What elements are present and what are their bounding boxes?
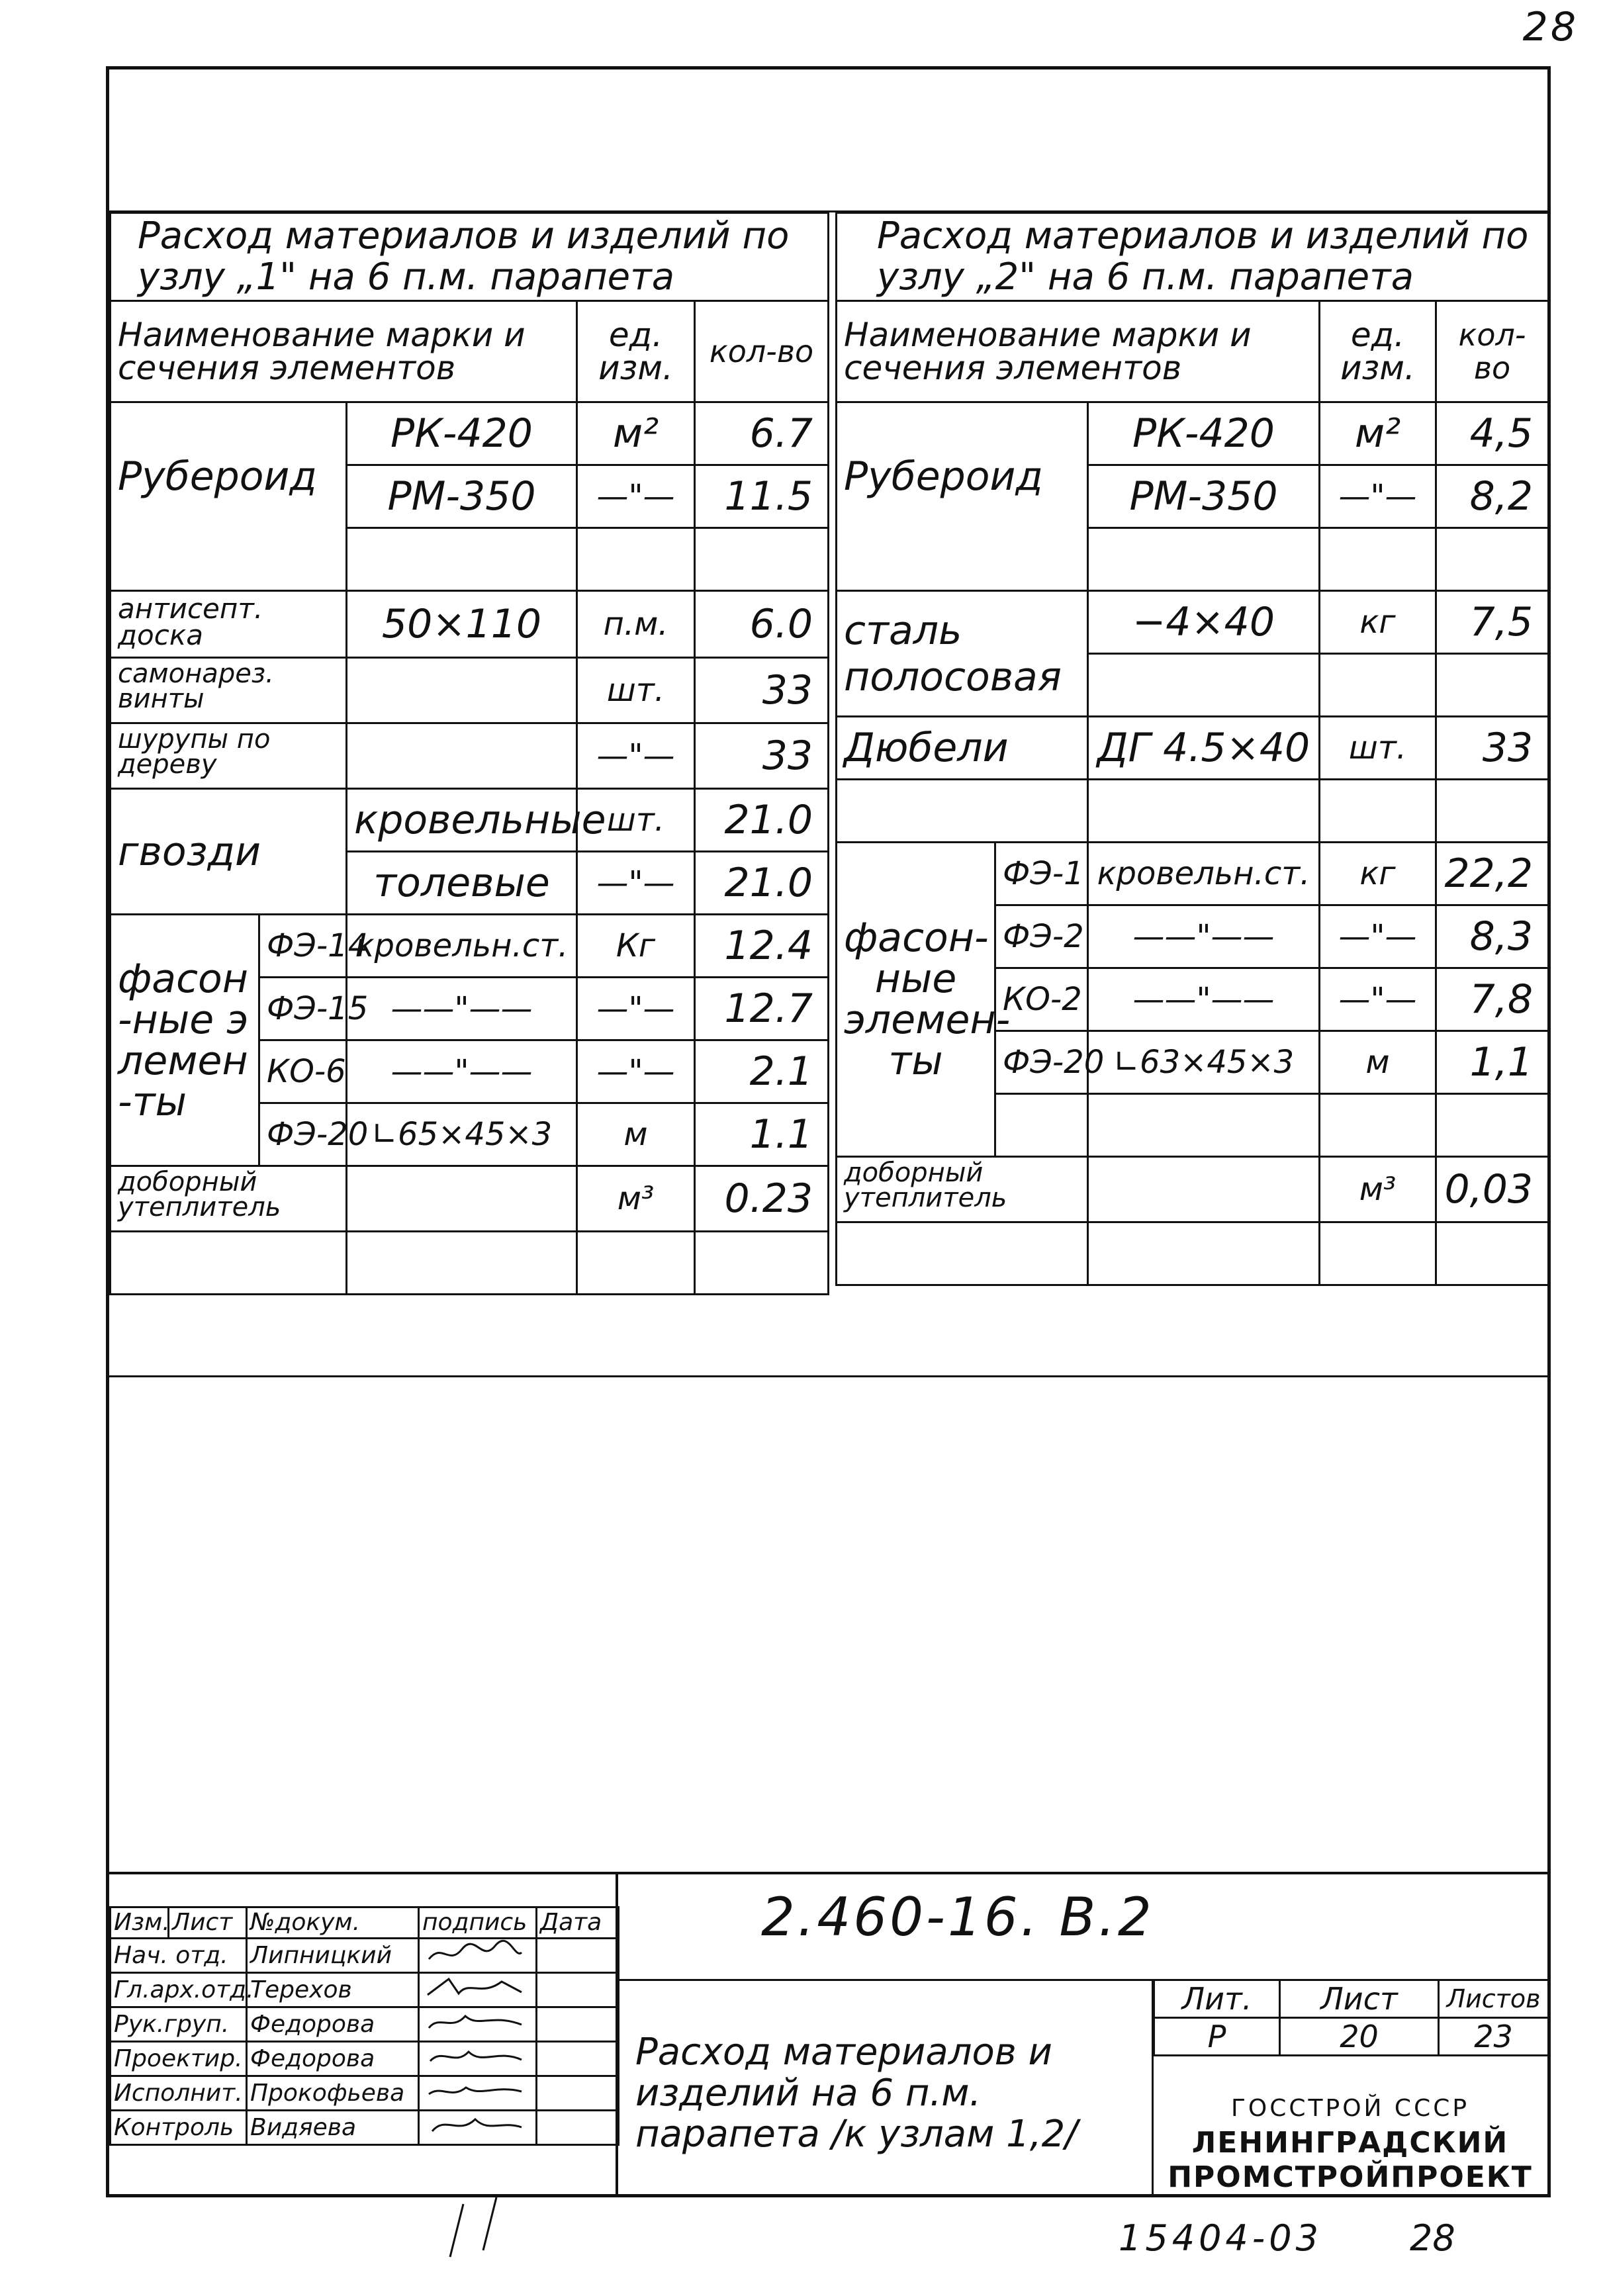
table1-ruberoid-qty-1: 6.7 (695, 402, 829, 465)
sig-header-izm: Изм. (111, 1907, 169, 1939)
table1-nails-unit-2: —"— (577, 852, 695, 915)
table1-header-unit: ед. изм. (577, 301, 695, 402)
document-code: 2.460-16. В.2 (761, 1886, 1154, 1948)
table1-shaped-code-3: КО-6 (259, 1040, 347, 1103)
table1-ruberoid-mark-1: РК-420 (347, 402, 577, 465)
table2-shaped-unit-1: кг (1320, 843, 1436, 905)
table1-ruberoid-unit-2: —"— (577, 465, 695, 528)
sig-role-3: Рук.груп. (111, 2007, 247, 2042)
table1-shaped-unit-3: —"— (577, 1040, 695, 1103)
tables-bottom-rule (109, 1375, 1547, 1377)
table1-shaped-code-2: ФЭ-15 (259, 978, 347, 1040)
table2-shaped-unit-2: —"— (1320, 905, 1436, 968)
table1-insulation-unit: м³ (577, 1166, 695, 1232)
table1-self-tapping-screws-name: самонарез. винты (111, 658, 347, 723)
table2-shaped-code-3: КО-2 (995, 968, 1088, 1031)
signature-scribble-6 (422, 2111, 528, 2138)
sig-role-6: Контроль (111, 2111, 247, 2145)
table2-shaped-qty-1: 22,2 (1436, 843, 1549, 905)
materials-table-node-1 (109, 212, 829, 1295)
table2-shaped-elements-name: фасон-ные элемен-ты (837, 843, 995, 1157)
signature-scribble-2 (422, 1974, 528, 2000)
table2-ruberoid-name: Рубероид (837, 402, 1088, 591)
table2-header-unit: ед. изм. (1320, 301, 1436, 402)
table1-ruberoid-mark-2: РМ-350 (347, 465, 577, 528)
table1-shaped-qty-4: 1.1 (695, 1103, 829, 1166)
table1-shaped-unit-4: м (577, 1103, 695, 1166)
table1-ruberoid-unit-1: м² (577, 402, 695, 465)
sig-name-4: Федорова (247, 2042, 419, 2076)
signature-table (109, 1906, 619, 2146)
table1-header-qty: кол-во (695, 301, 829, 402)
table1-ruberoid-name: Рубероид (111, 402, 347, 591)
table2-title: Расход материалов и изделий по узлу „2" на 6 п.м. парапета (837, 213, 1549, 301)
table1-shaped-unit-2: —"— (577, 978, 695, 1040)
pen-stroke-1 (450, 2204, 463, 2257)
table2-ruberoid-mark-1: РК-420 (1088, 402, 1320, 465)
table2-shaped-unit-3: —"— (1320, 968, 1436, 1031)
table1-shaped-code-1: ФЭ-14 (259, 915, 347, 978)
table1-self-tapping-screws-unit: шт. (577, 658, 695, 723)
pen-strokes (424, 2184, 556, 2264)
table1-insulation-name: доборный утеплитель (111, 1166, 347, 1232)
sig-name-2: Терехов (247, 1973, 419, 2007)
sig-header-sign: подпись (419, 1907, 537, 1939)
table2-insulation-qty: 0,03 (1436, 1157, 1549, 1222)
pen-stroke-2 (483, 2197, 496, 2250)
sheets-value: 23 (1439, 2018, 1549, 2056)
sig-header-date: Дата (537, 1907, 619, 1939)
sheet-value: 20 (1280, 2018, 1439, 2056)
table1-title: Расход материалов и изделий по узлу „1" на 6 п.м. парапета (111, 213, 829, 301)
organization-block (1155, 2091, 1545, 2195)
table2-ruberoid-qty-1: 4,5 (1436, 402, 1549, 465)
table1-wood-screws-unit: —"— (577, 723, 695, 789)
table1-insulation-qty: 0.23 (695, 1166, 829, 1232)
table1-shaped-mark-4: ∟65×45×3 (347, 1103, 577, 1166)
document-description: Расход материалов и изделий на 6 п.м. парапета /к узлам 1,2/ (635, 2031, 1078, 2156)
sig-header-ndoc: №докум. (247, 1907, 419, 1939)
table2-ruberoid-unit-2: —"— (1320, 465, 1436, 528)
header-rule (109, 210, 1547, 212)
sig-role-5: Исполнит. (111, 2076, 247, 2111)
table2-dowels-name: Дюбели (837, 717, 1088, 780)
table1-shaped-code-4: ФЭ-20 (259, 1103, 347, 1166)
lit-value: Р (1154, 2018, 1280, 2056)
table1-nails-unit-1: шт. (577, 789, 695, 852)
table2-shaped-unit-4: м (1320, 1031, 1436, 1094)
table2-insulation-name: доборный утеплитель (837, 1157, 1088, 1222)
table1-shaped-qty-2: 12.7 (695, 978, 829, 1040)
table2-header-qty: кол-во (1436, 301, 1549, 402)
sig-name-6: Видяева (247, 2111, 419, 2145)
table1-shaped-qty-1: 12.4 (695, 915, 829, 978)
table1-ruberoid-qty-2: 11.5 (695, 465, 829, 528)
archive-number: 15404-03 (1119, 2217, 1322, 2259)
table1-nails-mark-2: толевые (347, 852, 577, 915)
table2-shaped-qty-2: 8,3 (1436, 905, 1549, 968)
sig-name-5: Прокофьева (247, 2076, 419, 2111)
table2-shaped-qty-4: 1,1 (1436, 1031, 1549, 1094)
signature-3 (419, 2007, 537, 2042)
table1-nails-mark-1: кровельные (347, 789, 577, 852)
table2-dowels-mark: ДГ 4.5×40 (1088, 717, 1320, 780)
table1-nails-name: гвозди (111, 789, 347, 915)
org-promstroyproekt: ПРОМСТРОЙПРОЕКТ (1168, 2160, 1533, 2194)
table2-shaped-code-1: ФЭ-1 (995, 843, 1088, 905)
sig-role-2: Гл.арх.отд. (111, 1973, 247, 2007)
table1-header-name: Наименование марки и сечения элементов (111, 301, 577, 402)
table1-nails-qty-2: 21.0 (695, 852, 829, 915)
table1-wood-screws-qty: 33 (695, 723, 829, 789)
table1-board-mark: 50×110 (347, 591, 577, 658)
table2-shaped-qty-3: 7,8 (1436, 968, 1549, 1031)
materials-table-node-2 (835, 212, 1549, 1293)
signature-scribble-3 (422, 2008, 528, 2035)
table2-steel-name: сталь полосовая (837, 591, 1088, 717)
table1-board-name: антисепт. доска (111, 591, 347, 658)
signature-scribble-5 (422, 2077, 528, 2103)
table2-ruberoid-qty-2: 8,2 (1436, 465, 1549, 528)
sheet-label: Лист (1280, 1980, 1439, 2018)
lit-label: Лит. (1154, 1980, 1280, 2018)
table2-shaped-mark-3: ——"—— (1088, 968, 1320, 1031)
signature-scribble-1 (422, 1939, 528, 1966)
org-gosstroy: ГОССТРОЙ СССР (1230, 2095, 1470, 2122)
org-leningrad: ЛЕНИНГРАДСКИЙ (1191, 2126, 1509, 2160)
signature-4 (419, 2042, 537, 2076)
table2-steel-qty: 7,5 (1436, 591, 1549, 654)
table1-board-unit: п.м. (577, 591, 695, 658)
table2-shaped-mark-1: кровельн.ст. (1088, 843, 1320, 905)
table2-shaped-mark-4: ∟63×45×3 (1088, 1031, 1320, 1094)
table2-shaped-code-4: ФЭ-20 (995, 1031, 1088, 1094)
table1-nails-qty-1: 21.0 (695, 789, 829, 852)
table2-shaped-code-2: ФЭ-2 (995, 905, 1088, 968)
table2-ruberoid-unit-1: м² (1320, 402, 1436, 465)
table2-header-name: Наименование марки и сечения элементов (837, 301, 1320, 402)
table2-dowels-qty: 33 (1436, 717, 1549, 780)
table1-shaped-unit-1: Кг (577, 915, 695, 978)
table1-board-qty: 6.0 (695, 591, 829, 658)
signature-2 (419, 1973, 537, 2007)
signature-scribble-4 (422, 2043, 528, 2069)
table1-self-tapping-screws-qty: 33 (695, 658, 829, 723)
sig-name-1: Липницкий (247, 1939, 419, 1973)
table1-shaped-mark-2: ——"—— (347, 978, 577, 1040)
page-number: 28 (1522, 4, 1579, 50)
sig-role-4: Проектир. (111, 2042, 247, 2076)
sheet-info-table (1153, 1979, 1549, 2056)
table2-insulation-unit: м³ (1320, 1157, 1436, 1222)
table1-wood-screws-name: шурупы по дереву (111, 723, 347, 789)
table2-ruberoid-mark-2: РМ-350 (1088, 465, 1320, 528)
table2-shaped-mark-2: ——"—— (1088, 905, 1320, 968)
title-block-top-rule (109, 1872, 1547, 1874)
footer-page: 28 (1410, 2217, 1455, 2259)
signature-5 (419, 2076, 537, 2111)
signature-1 (419, 1939, 537, 1973)
sig-header-list: Лист (169, 1907, 247, 1939)
table1-shaped-qty-3: 2.1 (695, 1040, 829, 1103)
table2-steel-mark: −4×40 (1088, 591, 1320, 654)
sig-name-3: Федорова (247, 2007, 419, 2042)
table1-shaped-mark-3: ——"—— (347, 1040, 577, 1103)
sheets-label: Листов (1439, 1980, 1549, 2018)
table1-shaped-elements-name: фасон-ные элемен-ты (111, 915, 259, 1166)
table2-dowels-unit: шт. (1320, 717, 1436, 780)
table2-steel-unit: кг (1320, 591, 1436, 654)
signature-6 (419, 2111, 537, 2145)
sig-role-1: Нач. отд. (111, 1939, 247, 1973)
table1-shaped-mark-1: кровельн.ст. (347, 915, 577, 978)
